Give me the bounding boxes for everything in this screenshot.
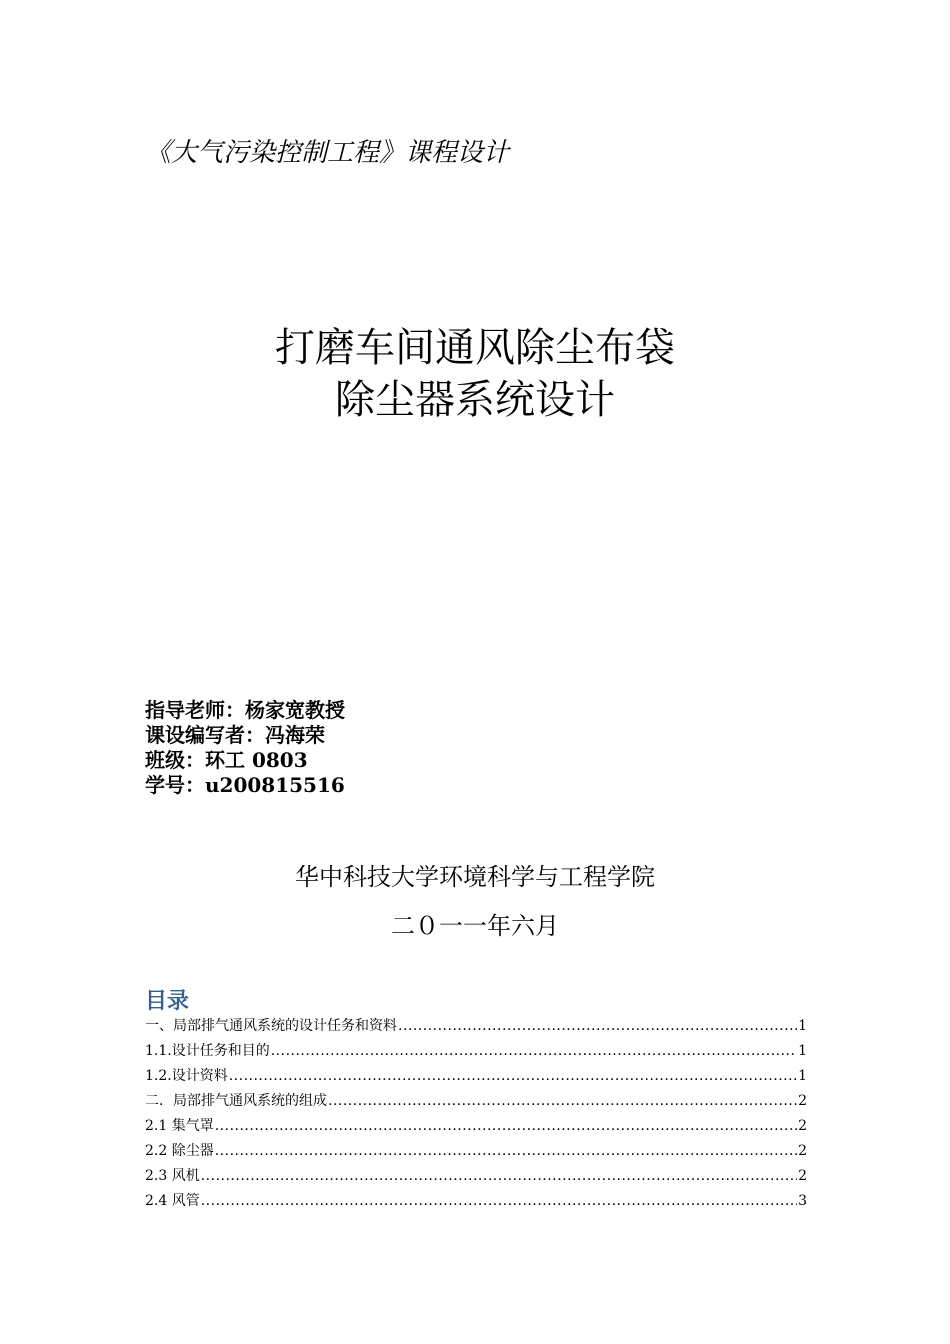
toc-heading: 目录 (145, 989, 190, 1014)
toc-entry[interactable] (145, 1089, 807, 1114)
toc-dot-leader (201, 1164, 797, 1189)
toc-dot-leader (271, 1039, 797, 1064)
toc-entry[interactable] (145, 1114, 807, 1139)
toc-entry-page: 2 (798, 1118, 807, 1134)
toc-entry-page: 1 (798, 1068, 807, 1084)
toc-entry-page: 2 (798, 1143, 807, 1159)
student-id-line: 学号：u200815516 (145, 773, 345, 797)
toc-entry-title: 2.1 集气罩 (145, 1118, 214, 1134)
toc-dot-leader (215, 1114, 797, 1139)
institution-name: 华中科技大学环境科学与工程学院 (295, 863, 655, 891)
toc-entry-title: 1.2.设计资料 (145, 1068, 228, 1084)
toc-entry[interactable] (145, 1064, 807, 1089)
toc-entry[interactable] (145, 1189, 807, 1214)
toc-entry-title: 一、局部排气通风系统的设计任务和资料 (145, 1018, 397, 1034)
author-info-block (145, 698, 345, 798)
main-title-line-2: 除尘器系统设计 (335, 377, 615, 423)
toc-entry-title: 1.1.设计任务和目的 (145, 1043, 270, 1059)
toc-entry-title: 二．局部排气通风系统的组成 (145, 1093, 327, 1109)
toc-entry-page: 3 (798, 1193, 807, 1209)
toc-entry-page: 1 (798, 1018, 807, 1034)
toc-entry-page: 2 (798, 1093, 807, 1109)
document-date: 二０一一年六月 (391, 912, 559, 940)
toc-dot-leader (229, 1064, 797, 1089)
author-line: 课设编写者：冯海荣 (145, 723, 325, 747)
toc-entry[interactable] (145, 1039, 807, 1064)
toc-entry-title: 2.4 风管 (145, 1193, 200, 1209)
toc-entry[interactable] (145, 1014, 807, 1039)
main-title (0, 322, 950, 426)
toc-entry[interactable] (145, 1164, 807, 1189)
advisor-line: 指导老师：杨家宽教授 (145, 698, 345, 722)
toc-dot-leader (398, 1014, 797, 1039)
toc-dot-leader (215, 1139, 797, 1164)
toc-entry-title: 2.2 除尘器 (145, 1143, 214, 1159)
table-of-contents (145, 1014, 807, 1214)
toc-entry[interactable] (145, 1139, 807, 1164)
toc-entry-page: 1 (798, 1043, 807, 1059)
main-title-line-1: 打磨车间通风除尘布袋 (275, 325, 675, 371)
toc-dot-leader (201, 1189, 797, 1214)
toc-entry-title: 2.3 风机 (145, 1168, 200, 1184)
toc-dot-leader (328, 1089, 797, 1114)
toc-entry-page: 2 (798, 1168, 807, 1184)
course-title: 《大气污染控制工程》课程设计 (145, 138, 510, 168)
class-line: 班级：环工 0803 (145, 748, 308, 772)
